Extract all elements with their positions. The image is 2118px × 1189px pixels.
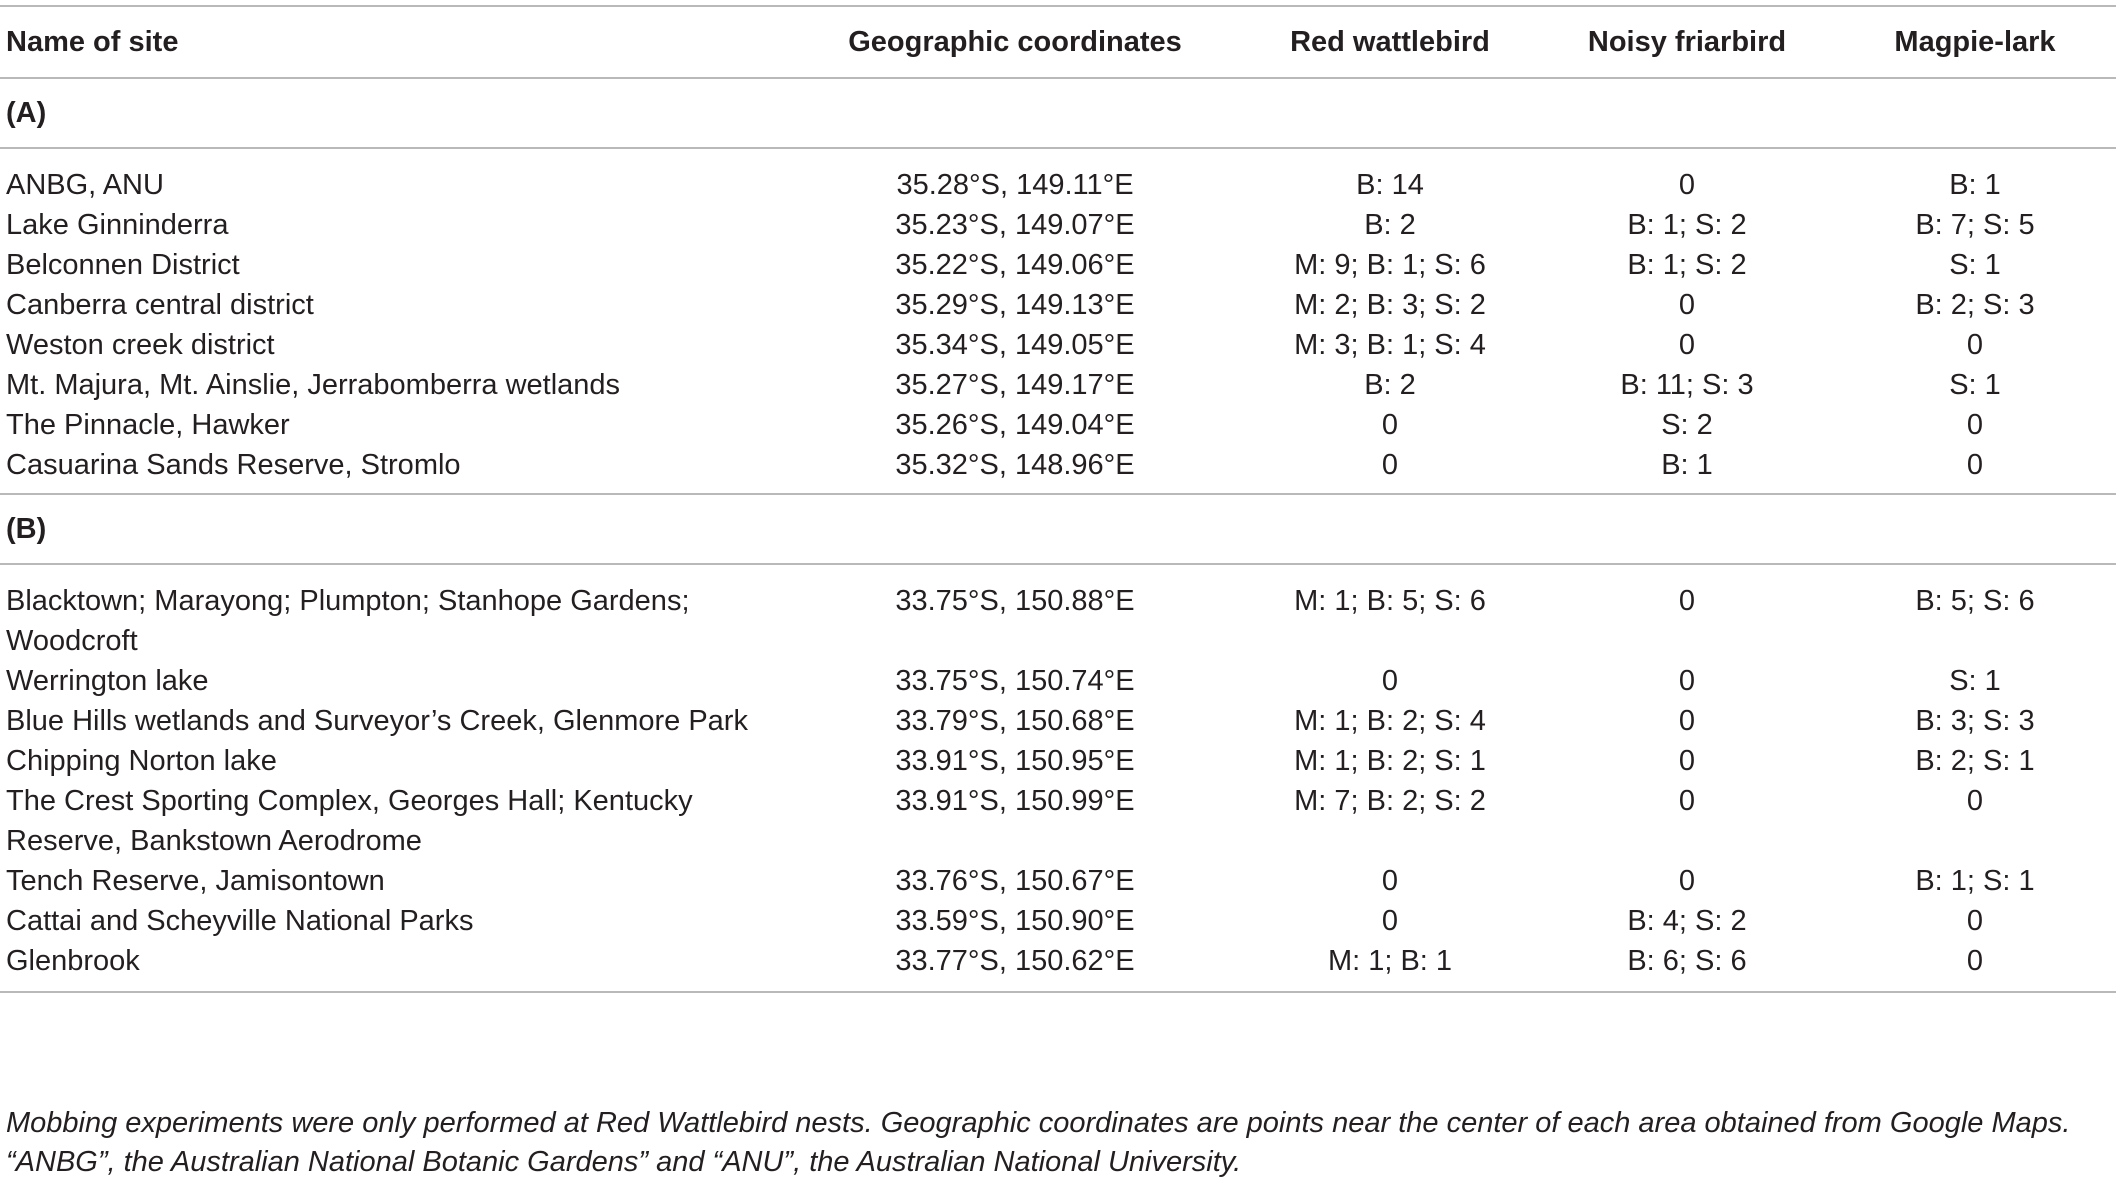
table-row — [0, 245, 2116, 285]
cell-red-wattlebird: M: 7; B: 2; S: 2 — [1294, 785, 1486, 817]
cell-geo: 33.76°S, 150.67°E — [895, 865, 1135, 897]
section-b-heading — [0, 494, 2116, 564]
table-row — [0, 701, 2116, 741]
cell-magpie-lark: 0 — [1966, 449, 1984, 481]
cell-red-wattlebird: B: 14 — [1356, 169, 1424, 201]
cell-red-wattlebird: M: 1; B: 5; S: 6 — [1294, 585, 1486, 617]
cell-magpie-lark: B: 5; S: 6 — [1915, 585, 2035, 617]
cell-site: Mt. Majura, Mt. Ainslie, Jerrabomberra wetlands — [6, 369, 621, 401]
cell-site: The Crest Sporting Complex, Georges Hall; Kentucky Reserve, Bankstown Aerodrome — [6, 785, 693, 857]
cell-magpie-lark: S: 1 — [1949, 369, 2001, 401]
cell-red-wattlebird: M: 3; B: 1; S: 4 — [1294, 329, 1486, 361]
cell-magpie-lark: B: 2; S: 3 — [1915, 289, 2035, 321]
cell-site: Canberra central district — [6, 289, 314, 321]
cell-site: Lake Ginninderra — [6, 209, 229, 241]
cell-geo: 33.77°S, 150.62°E — [790, 941, 1240, 992]
cell-geo: 33.59°S, 150.90°E — [895, 905, 1135, 937]
cell-red-wattlebird: B: 2 — [1364, 209, 1416, 241]
cell-noisy-friarbird: 0 — [1678, 169, 1696, 201]
cell-site: Cattai and Scheyville National Parks — [6, 905, 474, 937]
cell-red-wattlebird: M: 9; B: 1; S: 6 — [1294, 249, 1486, 281]
cell-magpie-lark: S: 1 — [1949, 665, 2001, 697]
header-row — [0, 6, 2116, 78]
header-red-wattlebird: Red wattlebird — [1290, 25, 1490, 58]
cell-geo: 35.28°S, 149.11°E — [896, 169, 1134, 201]
header-site: Name of site — [6, 25, 179, 58]
cell-noisy-friarbird: B: 1; S: 2 — [1627, 209, 1747, 241]
table-row — [0, 741, 2116, 781]
header-geo: Geographic coordinates — [848, 25, 1182, 58]
cell-noisy-friarbird: B: 11; S: 3 — [1620, 369, 1754, 401]
cell-red-wattlebird: M: 1; B: 1 — [1240, 941, 1540, 992]
cell-red-wattlebird: 0 — [1381, 905, 1399, 937]
table-row — [0, 285, 2116, 325]
cell-red-wattlebird: 0 — [1381, 665, 1399, 697]
cell-red-wattlebird: M: 1; B: 2; S: 1 — [1294, 745, 1486, 777]
cell-site: Belconnen District — [6, 249, 240, 281]
table-footnote: Mobbing experiments were only performed at Red Wattlebird nests. Geographic coordinates are points near the center of each area obtained from Google Maps. “ANBG”, the Australian National Botanic Gardens” and “ANU”, the Australian National University. — [6, 1107, 2071, 1178]
cell-geo: 33.79°S, 150.68°E — [895, 705, 1135, 737]
cell-geo: 35.23°S, 149.07°E — [895, 209, 1135, 241]
cell-magpie-lark: B: 7; S: 5 — [1915, 209, 2035, 241]
cell-geo: 33.75°S, 150.74°E — [895, 665, 1135, 697]
cell-magpie-lark: B: 2; S: 1 — [1915, 745, 2035, 777]
cell-geo: 35.22°S, 149.06°E — [895, 249, 1135, 281]
cell-noisy-friarbird: 0 — [1678, 865, 1696, 897]
cell-magpie-lark: 0 — [1966, 329, 1984, 361]
table-row — [0, 661, 2116, 701]
table-row — [0, 365, 2116, 405]
cell-noisy-friarbird: 0 — [1678, 745, 1696, 777]
table-row — [0, 941, 2116, 992]
cell-magpie-lark: 0 — [1966, 905, 1984, 937]
cell-geo: 35.26°S, 149.04°E — [895, 409, 1135, 441]
cell-site: Blue Hills wetlands and Surveyor’s Creek, Glenmore Park — [6, 705, 748, 737]
cell-geo: 35.27°S, 149.17°E — [895, 369, 1135, 401]
section-label: (B) — [0, 494, 2116, 564]
cell-site: Chipping Norton lake — [6, 745, 277, 777]
cell-site: Casuarina Sands Reserve, Stromlo — [6, 449, 461, 481]
cell-site: Weston creek district — [6, 329, 275, 361]
table-row — [0, 405, 2116, 445]
section-b — [0, 494, 2116, 992]
cell-geo: 33.91°S, 150.95°E — [895, 745, 1135, 777]
table-row — [0, 205, 2116, 245]
table-row — [0, 781, 2116, 861]
cell-site: Glenbrook — [0, 941, 790, 992]
table-row — [0, 325, 2116, 365]
section-a — [0, 78, 2116, 494]
cell-noisy-friarbird: B: 1 — [1661, 449, 1713, 481]
cell-magpie-lark: 0 — [1966, 785, 1984, 817]
cell-geo: 35.29°S, 149.13°E — [895, 289, 1135, 321]
cell-magpie-lark: B: 3; S: 3 — [1915, 705, 2035, 737]
cell-geo: 33.75°S, 150.88°E — [895, 585, 1135, 617]
cell-red-wattlebird: B: 2 — [1364, 369, 1416, 401]
table-row — [0, 901, 2116, 941]
table-header — [0, 6, 2116, 78]
cell-red-wattlebird: 0 — [1381, 449, 1399, 481]
cell-geo: 35.32°S, 148.96°E — [895, 449, 1135, 481]
cell-noisy-friarbird: 0 — [1678, 705, 1696, 737]
cell-noisy-friarbird: B: 6; S: 6 — [1540, 941, 1834, 992]
cell-geo: 33.91°S, 150.99°E — [895, 785, 1135, 817]
cell-noisy-friarbird: 0 — [1678, 785, 1696, 817]
cell-noisy-friarbird: 0 — [1678, 289, 1696, 321]
cell-noisy-friarbird: B: 1; S: 2 — [1627, 249, 1747, 281]
header-magpie-lark: Magpie-lark — [1894, 25, 2056, 58]
cell-magpie-lark: B: 1; S: 1 — [1915, 865, 2035, 897]
cell-magpie-lark: S: 1 — [1949, 249, 2001, 281]
site-table — [0, 5, 2116, 993]
data-table-container — [0, 5, 2116, 993]
table-row — [0, 148, 2116, 205]
table-row — [0, 861, 2116, 901]
section-label: (A) — [0, 78, 2116, 148]
header-noisy-friarbird: Noisy friarbird — [1587, 25, 1787, 58]
cell-magpie-lark: 0 — [1834, 941, 2116, 992]
cell-magpie-lark: 0 — [1966, 409, 1984, 441]
cell-site: Tench Reserve, Jamisontown — [6, 865, 385, 897]
table-row — [0, 564, 2116, 661]
cell-geo: 35.34°S, 149.05°E — [895, 329, 1135, 361]
cell-noisy-friarbird: S: 2 — [1661, 409, 1713, 441]
cell-red-wattlebird: M: 1; B: 2; S: 4 — [1294, 705, 1486, 737]
cell-site: The Pinnacle, Hawker — [6, 409, 290, 441]
table-row — [0, 445, 2116, 494]
section-a-heading — [0, 78, 2116, 148]
cell-noisy-friarbird: 0 — [1678, 665, 1696, 697]
cell-red-wattlebird: 0 — [1381, 865, 1399, 897]
cell-noisy-friarbird: 0 — [1678, 329, 1696, 361]
cell-site: ANBG, ANU — [6, 169, 164, 201]
cell-noisy-friarbird: B: 4; S: 2 — [1627, 905, 1747, 937]
cell-site: Blacktown; Marayong; Plumpton; Stanhope Gardens; Woodcroft — [6, 585, 690, 657]
cell-red-wattlebird: M: 2; B: 3; S: 2 — [1294, 289, 1486, 321]
cell-red-wattlebird: 0 — [1381, 409, 1399, 441]
cell-noisy-friarbird: 0 — [1678, 585, 1696, 617]
cell-magpie-lark: B: 1 — [1949, 169, 2001, 201]
cell-site: Werrington lake — [6, 665, 209, 697]
